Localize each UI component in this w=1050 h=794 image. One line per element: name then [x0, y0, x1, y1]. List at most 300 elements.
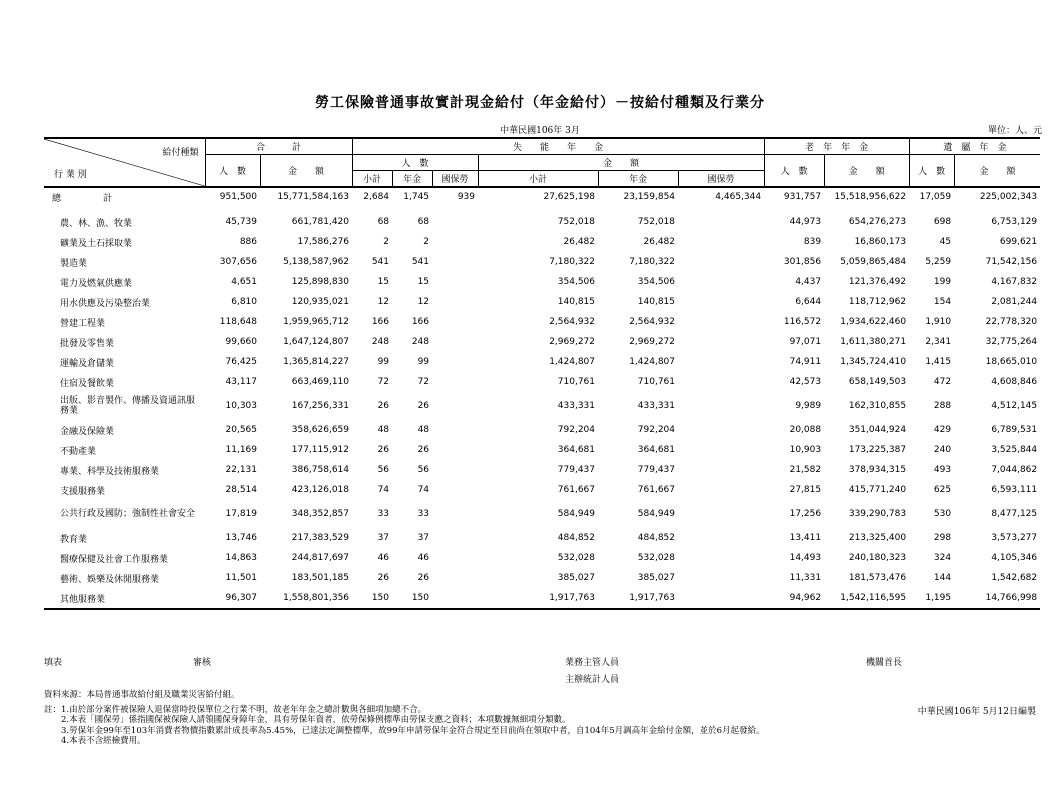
cell-total-a: 183,501,185 [291, 573, 350, 583]
cell-dp-ann: 2 [423, 237, 430, 247]
da-national-header: 國保勞 [678, 171, 764, 187]
industry-name: 出版、影音製作、傳播及資通訊服務業 [60, 396, 196, 416]
cell-op: 74,911 [789, 357, 822, 367]
cell-dp-ann: 1,745 [403, 192, 430, 202]
cell-sp: 324 [933, 553, 952, 563]
cell-op: 6,644 [795, 297, 822, 307]
cell-dp-nat [432, 568, 478, 588]
cell-dp-nat [432, 392, 478, 420]
cell-sp: 154 [933, 297, 952, 307]
cell-total-a: 386,758,614 [291, 465, 350, 475]
table-row [44, 480, 1040, 500]
industry-name: 醫療保健及社會工作服務業 [60, 554, 169, 565]
cell-sp: 1,910 [925, 317, 952, 327]
cell-da-ann: 7,180,322 [629, 257, 676, 267]
cell-oa: 1,611,380,271 [840, 337, 907, 347]
cell-total-p: 13,746 [225, 533, 257, 543]
cell-dp-ann: 541 [411, 257, 430, 267]
cell-oa: 1,934,622,460 [840, 317, 907, 327]
cell-total-a: 358,626,659 [291, 425, 350, 435]
benefit-table [44, 137, 1040, 610]
report-date: 中華民國106年 3月 [500, 126, 580, 136]
cell-sp: 1,415 [925, 357, 952, 367]
cell-dp-sub: 33 [377, 509, 390, 519]
cell-da-ann: 710,761 [637, 377, 676, 387]
cell-da-sub: 584,949 [557, 509, 596, 519]
table-header [44, 138, 1040, 187]
cell-total-p: 96,307 [205, 588, 260, 609]
table-row [44, 232, 1040, 252]
cell-dp-nat [432, 252, 478, 272]
cell-dp-sub: 248 [371, 337, 390, 347]
old-age-header: 老 年 年 金 [764, 138, 909, 155]
cell-dp-nat [432, 420, 478, 440]
cell-da-nat [678, 460, 764, 480]
cell-total-p: 11,169 [225, 445, 257, 455]
industry-name: 農、林、漁、牧業 [60, 218, 133, 229]
filler-label: 填表 [44, 658, 63, 668]
cell-oa: 121,376,492 [848, 277, 907, 287]
cell-da-sub: 354,506 [557, 277, 596, 287]
cell-dp-sub: 2 [383, 237, 390, 247]
cell-dp-ann: 248 [411, 337, 430, 347]
cell-oa: 15,518,956,622 [834, 192, 907, 202]
cell-dp-ann: 37 [417, 533, 430, 543]
head-label: 機關首長 [866, 658, 903, 668]
industry-name: 礦業及土石採取業 [60, 238, 133, 249]
cell-da-ann: 1,917,763 [598, 588, 678, 609]
cell-total-a: 1,959,965,712 [283, 317, 350, 327]
cell-da-sub: 1,424,807 [549, 357, 596, 367]
corner-header [44, 138, 205, 186]
cell-sp: 698 [933, 217, 952, 227]
cell-total-p: 6,810 [231, 297, 257, 307]
compiled-date: 中華民國106年 5月12日編製 [917, 707, 1036, 717]
cell-da-nat [678, 548, 764, 568]
cell-total-p: 28,514 [225, 485, 257, 495]
reviewer-label: 審核 [193, 658, 212, 668]
cell-dp-nat [432, 460, 478, 480]
cell-da-ann: 364,681 [637, 445, 676, 455]
survivor-amount-header: 金 額 [954, 155, 1040, 187]
cell-oa: 240,180,323 [848, 553, 907, 563]
cell-sa: 3,573,277 [991, 533, 1038, 543]
cell-op: 17,256 [789, 509, 822, 519]
cell-op: 97,071 [789, 337, 822, 347]
cell-dp-ann: 68 [417, 217, 430, 227]
cell-op: 44,973 [789, 217, 822, 227]
cell-total-p: 11,501 [225, 573, 257, 583]
cell-da-ann: 1,424,807 [629, 357, 676, 367]
cell-dp-sub: 12 [377, 297, 390, 307]
industry-name: 不動產業 [60, 446, 97, 457]
note-3: 3.勞保年金99年至103年消費者物價指數累計成長率為5.45%，已達法定調整標準，故99年申請勞保年金符合規定至目前尚在領取中者，自104年5月調高年金給付金額，並於6月起發給。 [44, 725, 765, 736]
table-row [44, 312, 1040, 332]
cell-sa: 1,542,682 [991, 573, 1038, 583]
cell-da-sub: 364,681 [557, 445, 596, 455]
cell-sp: 240 [933, 445, 952, 455]
cell-dp-sub: 15 [377, 277, 390, 287]
cell-da-ann: 385,027 [637, 573, 676, 583]
cell-dp-sub: 68 [377, 217, 390, 227]
cell-dp-ann: 26 [417, 573, 430, 583]
cell-dp-nat [432, 372, 478, 392]
report-title: 勞工保險普通事故實計現金給付（年金給付）－按給付種類及行業分 [315, 95, 765, 111]
cell-dp-sub: 26 [377, 401, 390, 411]
industry-name: 電力及燃氣供應業 [60, 278, 133, 289]
cell-total-a: 1,647,124,807 [283, 337, 350, 347]
cell-total-a: 663,469,110 [291, 377, 350, 387]
cell-oa: 16,860,173 [854, 237, 907, 247]
cell-sp: 298 [933, 533, 952, 543]
cell-oa: 173,225,387 [848, 445, 907, 455]
old-age-amount-header: 金 額 [824, 155, 909, 187]
cell-da-ann: 752,018 [637, 217, 676, 227]
cell-sp: 199 [933, 277, 952, 287]
cell-sa: 4,167,832 [991, 277, 1038, 287]
cell-total-p: 14,863 [225, 553, 257, 563]
cell-da-sub: 2,564,932 [549, 317, 596, 327]
table-row [44, 548, 1040, 568]
cell-oa: 415,771,240 [848, 485, 907, 495]
cell-da-ann: 2,969,272 [629, 337, 676, 347]
cell-op: 839 [803, 237, 822, 247]
cell-op: 94,962 [764, 588, 824, 609]
cell-sa: 4,512,145 [991, 401, 1038, 411]
cell-op: 931,757 [783, 192, 822, 202]
cell-dp-sub: 26 [377, 573, 390, 583]
cell-da-sub: 710,761 [557, 377, 596, 387]
cell-da-ann: 484,852 [637, 533, 676, 543]
industry-name: 其他服務業 [44, 588, 205, 609]
cell-da-nat [678, 352, 764, 372]
cell-da-nat [678, 500, 764, 528]
cell-total-a: 120,935,021 [291, 297, 350, 307]
cell-dp-sub: 150 [352, 588, 392, 609]
disability-header: 失 能 年 金 [352, 138, 764, 155]
cell-sa: 4,608,846 [991, 377, 1038, 387]
corner-bottom-label: 行 業 別 [54, 170, 87, 180]
cell-total-a: 244,817,697 [291, 553, 350, 563]
cell-total-p: 76,425 [225, 357, 257, 367]
cell-total-a: 661,781,420 [291, 217, 350, 227]
cell-sa: 7,044,862 [991, 465, 1038, 475]
industry-name: 製造業 [60, 258, 88, 269]
cell-da-nat [678, 212, 764, 232]
cell-dp-sub: 56 [377, 465, 390, 475]
cell-sa: 6,753,129 [991, 217, 1038, 227]
disability-amount-header: 金 額 [478, 155, 764, 171]
cell-sa: 4,105,346 [991, 553, 1038, 563]
cell-dp-ann: 46 [417, 553, 430, 563]
cell-dp-nat [432, 588, 478, 609]
table-row [44, 500, 1040, 528]
cell-sa: 225,002,343 [979, 192, 1038, 202]
cell-da-ann: 354,506 [637, 277, 676, 287]
table-row [44, 528, 1040, 548]
cell-dp-ann: 15 [417, 277, 430, 287]
cell-sa: 14,766,998 [954, 588, 1040, 609]
cell-da-sub: 26,482 [563, 237, 596, 247]
table-row [44, 292, 1040, 312]
cell-dp-nat [432, 272, 478, 292]
dp-national-header: 國保勞 [432, 171, 478, 187]
cell-da-nat [678, 292, 764, 312]
cell-sa: 2,081,244 [991, 297, 1038, 307]
cell-da-ann: 532,028 [637, 553, 676, 563]
cell-dp-nat: 939 [457, 192, 476, 202]
stat-supervisor-label: 主辦統計人員 [565, 675, 620, 685]
table-row-total [44, 187, 1040, 206]
industry-name: 住宿及餐飲業 [60, 378, 115, 389]
cell-oa: 654,276,273 [848, 217, 907, 227]
cell-dp-ann: 26 [417, 445, 430, 455]
survivor-persons-header: 人 數 [909, 155, 954, 187]
cell-sa: 32,775,264 [985, 337, 1038, 347]
cell-da-nat [678, 420, 764, 440]
cell-total-a: 217,383,529 [291, 533, 350, 543]
industry-name: 批發及零售業 [60, 338, 115, 349]
cell-sp: 144 [933, 573, 952, 583]
cell-dp-ann: 48 [417, 425, 430, 435]
total-amount-header: 金 額 [260, 155, 352, 187]
cell-op: 11,331 [789, 573, 822, 583]
cell-da-nat [678, 440, 764, 460]
cell-op: 301,856 [783, 257, 822, 267]
cell-da-sub: 484,852 [557, 533, 596, 543]
cell-sa: 22,778,320 [985, 317, 1038, 327]
cell-sp: 1,195 [909, 588, 954, 609]
cell-sp: 17,059 [919, 192, 952, 202]
cell-da-sub: 27,625,198 [543, 192, 596, 202]
cell-dp-sub: 37 [377, 533, 390, 543]
cell-total-p: 886 [239, 237, 257, 247]
source-note: 資料來源：本局普通事故給付組及職業災害給付組。 [44, 690, 240, 700]
cell-sp: 2,341 [925, 337, 952, 347]
table-row [44, 352, 1040, 372]
cell-sp: 493 [933, 465, 952, 475]
cell-dp-ann: 99 [417, 357, 430, 367]
cell-sa: 699,621 [999, 237, 1038, 247]
cell-op: 27,815 [789, 485, 822, 495]
cell-da-nat [678, 232, 764, 252]
cell-op: 14,493 [789, 553, 822, 563]
cell-dp-nat [432, 312, 478, 332]
cell-sp: 625 [933, 485, 952, 495]
cell-dp-ann: 166 [411, 317, 430, 327]
cell-oa: 351,044,924 [848, 425, 907, 435]
cell-sa: 3,525,844 [991, 445, 1038, 455]
cell-da-ann: 23,159,854 [623, 192, 676, 202]
cell-da-sub: 385,027 [557, 573, 596, 583]
cell-oa: 339,290,783 [848, 509, 907, 519]
industry-name: 運輸及倉儲業 [60, 358, 115, 369]
cell-da-sub: 792,204 [557, 425, 596, 435]
table-row [44, 252, 1040, 272]
cell-da-nat [678, 252, 764, 272]
industry-name: 藝術、娛樂及休閒服務業 [60, 574, 160, 585]
cell-op: 20,088 [789, 425, 822, 435]
dp-annuity-header: 年金 [392, 171, 432, 187]
cell-da-sub: 752,018 [557, 217, 596, 227]
cell-oa: 5,059,865,484 [840, 257, 907, 267]
cell-da-ann: 584,949 [637, 509, 676, 519]
cell-total-p: 20,565 [225, 425, 257, 435]
industry-name: 用水供應及污染整治業 [60, 298, 151, 309]
cell-dp-ann: 74 [417, 485, 430, 495]
cell-dp-ann: 33 [417, 509, 430, 519]
cell-op: 13,411 [789, 533, 822, 543]
cell-total-p: 118,648 [219, 317, 257, 327]
table-body [44, 187, 1040, 609]
cell-total-p: 4,651 [231, 277, 257, 287]
cell-total-p: 43,117 [225, 377, 257, 387]
table-row [44, 212, 1040, 232]
cell-da-nat [678, 332, 764, 352]
cell-oa: 1,345,724,410 [840, 357, 907, 367]
cell-total-p: 99,660 [225, 337, 257, 347]
unit-label: 單位：人、元 [987, 126, 1042, 136]
cell-dp-ann: 56 [417, 465, 430, 475]
cell-dp-ann: 26 [417, 401, 430, 411]
cell-op: 9,989 [795, 401, 822, 411]
cell-total-a: 125,898,830 [291, 277, 350, 287]
cell-dp-sub: 2,684 [363, 192, 390, 202]
cell-total-a: 177,115,912 [291, 445, 350, 455]
cell-da-nat [678, 568, 764, 588]
cell-da-sub: 532,028 [557, 553, 596, 563]
cell-da-ann: 26,482 [643, 237, 676, 247]
cell-sp: 472 [933, 377, 952, 387]
cell-dp-sub: 48 [377, 425, 390, 435]
cell-sp: 45 [939, 237, 952, 247]
note-1: 註：1.由於部分案件被保險人退保當時投保單位之行業不明，故老年年金之總計數與各細項加總不合。 [44, 704, 427, 715]
cell-dp-ann: 150 [392, 588, 432, 609]
cell-da-nat: 4,465,344 [715, 192, 762, 202]
industry-name: 總 計 [52, 193, 121, 204]
cell-da-ann: 433,331 [637, 401, 676, 411]
cell-total-p: 951,500 [219, 192, 257, 202]
cell-sp: 5,259 [925, 257, 952, 267]
cell-total-p: 10,303 [225, 401, 257, 411]
cell-total-p: 17,819 [225, 509, 257, 519]
cell-da-sub: 140,815 [557, 297, 596, 307]
cell-sa: 6,593,111 [991, 485, 1038, 495]
cell-oa: 1,542,116,595 [824, 588, 909, 609]
cell-da-ann: 779,437 [637, 465, 676, 475]
note-4: 4.本表不含經檢費用。 [44, 736, 146, 746]
cell-dp-nat [432, 212, 478, 232]
cell-sp: 288 [933, 401, 952, 411]
cell-dp-sub: 541 [371, 257, 390, 267]
cell-da-sub: 1,917,763 [478, 588, 598, 609]
cell-dp-nat [432, 332, 478, 352]
cell-oa: 658,149,503 [848, 377, 907, 387]
cell-dp-sub: 166 [371, 317, 390, 327]
cell-da-nat [678, 372, 764, 392]
cell-sp: 530 [933, 509, 952, 519]
cell-total-a: 167,256,331 [291, 401, 350, 411]
cell-sa: 18,665,010 [985, 357, 1038, 367]
cell-da-nat [678, 588, 764, 609]
cell-total-a: 1,558,801,356 [260, 588, 352, 609]
cell-op: 21,582 [789, 465, 822, 475]
cell-sp: 429 [933, 425, 952, 435]
cell-oa: 213,325,400 [848, 533, 907, 543]
cell-da-nat [678, 392, 764, 420]
cell-op: 42,573 [789, 377, 822, 387]
cell-da-ann: 761,667 [637, 485, 676, 495]
cell-total-a: 348,352,857 [291, 509, 350, 519]
industry-name: 教育業 [60, 534, 88, 545]
cell-total-p: 45,739 [225, 217, 257, 227]
cell-dp-sub: 26 [377, 445, 390, 455]
cell-oa: 181,573,476 [848, 573, 907, 583]
cell-dp-nat [432, 500, 478, 528]
cell-oa: 118,712,962 [848, 297, 907, 307]
table-row [44, 272, 1040, 292]
table-row [44, 332, 1040, 352]
cell-dp-nat [432, 440, 478, 460]
corner-top-label: 給付種類 [162, 148, 199, 158]
cell-total-p: 307,656 [219, 257, 257, 267]
cell-dp-nat [432, 528, 478, 548]
industry-name: 營建工程業 [60, 318, 106, 329]
cell-da-nat [678, 528, 764, 548]
cell-total-a: 1,365,814,227 [283, 357, 350, 367]
cell-total-p: 22,131 [225, 465, 257, 475]
cell-sa: 8,477,125 [991, 509, 1038, 519]
cell-total-a: 423,126,018 [291, 485, 350, 495]
cell-da-sub: 779,437 [557, 465, 596, 475]
cell-total-a: 15,771,584,163 [277, 192, 350, 202]
table-row [44, 440, 1040, 460]
industry-name: 支援服務業 [60, 486, 106, 497]
cell-da-sub: 761,667 [557, 485, 596, 495]
supervisor-label: 業務主管人員 [565, 658, 620, 668]
survivor-header: 遺 屬 年 金 [909, 138, 1040, 155]
cell-dp-nat [432, 548, 478, 568]
cell-sa: 6,789,531 [991, 425, 1038, 435]
cell-dp-ann: 12 [417, 297, 430, 307]
table-row [44, 392, 1040, 420]
industry-name: 公共行政及國防；強制性社會安全 [60, 509, 196, 519]
cell-da-sub: 2,969,272 [549, 337, 596, 347]
cell-da-nat [678, 480, 764, 500]
old-age-persons-header: 人 數 [764, 155, 824, 187]
cell-da-ann: 140,815 [637, 297, 676, 307]
table-row [44, 460, 1040, 480]
industry-name: 金融及保險業 [60, 426, 115, 437]
disability-persons-header: 人 數 [352, 155, 478, 171]
cell-op: 116,572 [783, 317, 822, 327]
cell-total-a: 5,138,587,962 [283, 257, 350, 267]
industry-name: 專業、科學及技術服務業 [60, 466, 160, 477]
cell-dp-nat [432, 480, 478, 500]
cell-dp-sub: 72 [377, 377, 390, 387]
cell-dp-sub: 99 [377, 357, 390, 367]
total-persons-header: 人 數 [205, 155, 260, 187]
notes [44, 690, 765, 747]
cell-dp-sub: 46 [377, 553, 390, 563]
cell-dp-nat [432, 232, 478, 252]
cell-da-sub: 7,180,322 [549, 257, 596, 267]
cell-dp-ann: 72 [417, 377, 430, 387]
cell-da-ann: 2,564,932 [629, 317, 676, 327]
cell-oa: 378,934,315 [848, 465, 907, 475]
table-row [44, 420, 1040, 440]
cell-dp-sub: 74 [377, 485, 390, 495]
